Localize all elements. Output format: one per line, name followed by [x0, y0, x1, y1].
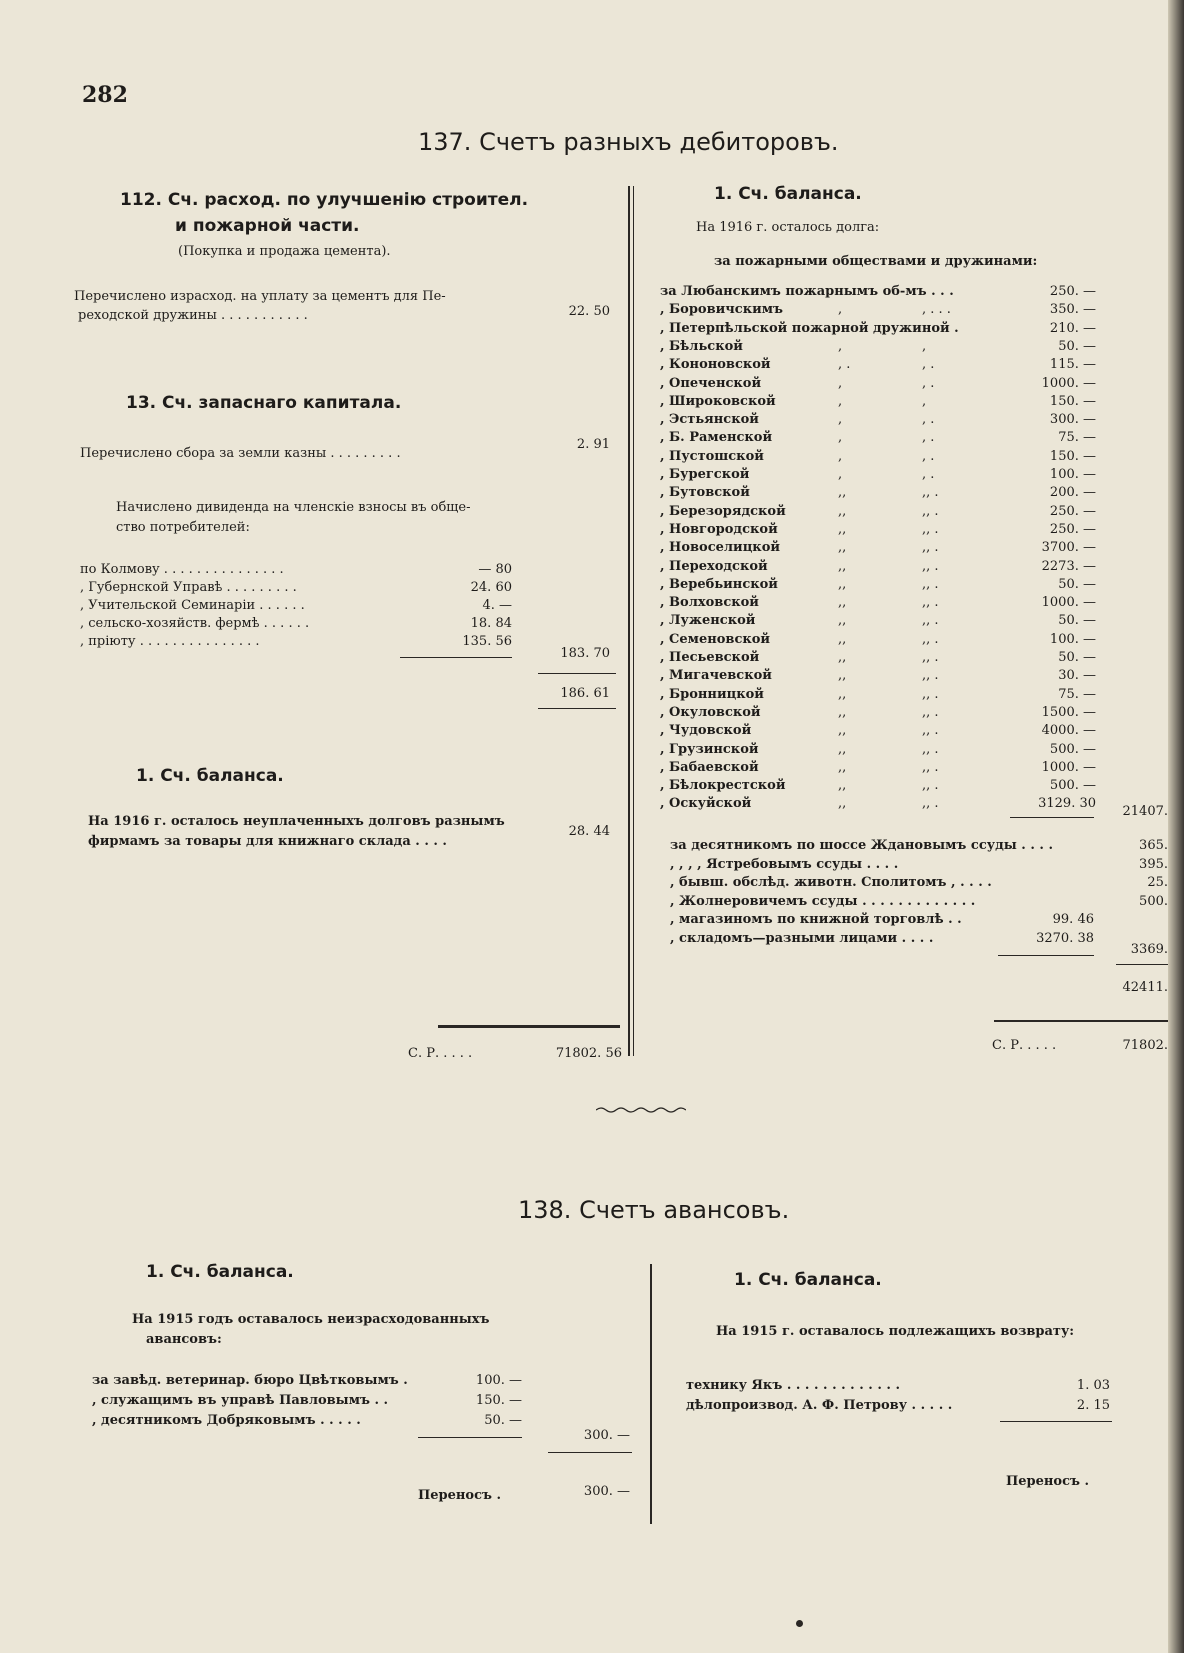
dividend-label: , Губернской Управѣ . . . . . . . . .	[80, 580, 297, 595]
advance-label: , десятникомъ Добряковымъ . . . . .	[92, 1413, 361, 1428]
brigade-name: , Б. Раменской	[660, 430, 773, 446]
brigade-name: , Оскуйской	[660, 796, 752, 812]
brigade-amount: 3129. 30	[1038, 796, 1096, 812]
brigade-amount: 75. —	[1058, 686, 1096, 702]
brigade-amount: 50. —	[1058, 650, 1096, 665]
ditto-mark: ,, .	[922, 595, 939, 611]
fire-brigade-row	[660, 412, 1096, 430]
brigade-name: , Бурегской	[660, 467, 750, 482]
other-debtor-row	[670, 838, 1168, 856]
brigade-amount: 1500. —	[1041, 704, 1096, 720]
brigade-name: , Бѣльской	[660, 338, 743, 354]
brigade-amount: 250. —	[1049, 521, 1096, 537]
dividend-row	[80, 562, 512, 580]
fire-brigade-row	[660, 339, 1096, 357]
total-rule	[438, 1025, 620, 1028]
fire-brigade-row	[660, 540, 1096, 558]
brigade-amount: 150. —	[1049, 393, 1096, 409]
dividend-subtotal: 183. 70	[560, 646, 610, 661]
brigade-amount: 350. —	[1049, 302, 1096, 318]
brigade-name: , Широковской	[660, 393, 776, 409]
advance-row	[92, 1393, 522, 1411]
adv-left-intro1: На 1915 годъ оставалось неизрасходованныхъ	[132, 1312, 490, 1327]
ditto-mark: ,, .	[922, 521, 939, 537]
brigade-amount: 500. —	[1049, 741, 1096, 757]
dividend-row	[80, 580, 512, 598]
ditto-mark: ,, .	[922, 613, 939, 629]
fire-brigade-row	[660, 394, 1096, 412]
debtor-label: , бывш. обслѣд. животн. Сполитомъ , . . . .	[670, 875, 992, 890]
account-137-title: 137. Счетъ разныхъ дебиторовъ.	[418, 128, 839, 156]
other-debtor-row	[670, 875, 1168, 893]
section-1-amount: 28. 44	[568, 824, 610, 839]
other-debtor-row	[670, 894, 1168, 912]
brigade-amount: 100. —	[1049, 467, 1096, 482]
ditto-mark: ,,	[838, 796, 847, 812]
advance-label: за завѣд. ветеринар. бюро Цвѣтковымъ .	[92, 1373, 408, 1388]
dividend-label: по Колмову . . . . . . . . . . . . . . .	[80, 562, 284, 577]
ditto-mark: ,, .	[922, 650, 939, 665]
section-13-title: 13. Сч. запаснаго капитала.	[126, 393, 402, 413]
brigade-name: , Веребьинской	[660, 576, 778, 592]
section-1-title: 1. Сч. баланса.	[136, 766, 284, 786]
debtor-amount-carried: 25.	[1147, 875, 1168, 890]
dividend-amount: 18. 84	[470, 616, 512, 631]
brigade-name: , Эстьянской	[660, 412, 759, 428]
debtor-amount: 3270. 38	[1036, 930, 1094, 946]
fire-brigade-row	[660, 376, 1096, 394]
ditto-mark: ,	[922, 393, 927, 409]
debtor-label: , магазиномъ по книжной торговлѣ . .	[670, 912, 962, 927]
ditto-mark: ,	[922, 338, 927, 354]
fire-brigade-row	[660, 284, 1096, 302]
right-balance-title: 1. Сч. баланса.	[714, 184, 862, 204]
brigade-name: , Пустошской	[660, 448, 764, 464]
brigade-amount: 1000. —	[1041, 595, 1096, 611]
fire-brigade-row	[660, 705, 1096, 723]
ditto-mark: ,	[838, 430, 843, 446]
rule	[1000, 1421, 1112, 1422]
ditto-mark: ,, .	[922, 668, 939, 684]
brigade-name: , Новгородской	[660, 521, 778, 537]
brigade-amount: 150. —	[1049, 448, 1096, 464]
fire-brigade-row	[660, 650, 1096, 668]
adv-right-carry-label: Переносъ .	[1006, 1474, 1090, 1489]
ditto-mark: ,, .	[922, 723, 939, 739]
dividend-line1: Начислено дивиденда на членскіе взносы въ обще-	[116, 500, 471, 515]
brigade-amount: 50. —	[1058, 613, 1096, 629]
fire-brigade-row	[660, 485, 1096, 503]
brigade-amount: 210. —	[1049, 320, 1096, 336]
page-edge	[1168, 0, 1184, 1653]
other-total: 3369.	[1130, 942, 1168, 957]
ditto-mark: ,, .	[922, 796, 939, 812]
ditto-mark: ,, .	[922, 631, 939, 647]
debtor-label: , складомъ—разными лицами . . . .	[670, 930, 934, 946]
fire-brigade-row	[660, 302, 1096, 320]
other-debtor-row	[670, 857, 1168, 875]
ditto-mark: ,,	[838, 558, 847, 574]
column-divider	[633, 186, 634, 1056]
right-intro: На 1916 г. осталось долга:	[696, 220, 880, 235]
brigade-name: , Бабаевской	[660, 759, 759, 775]
brigade-name: , Новоселицкой	[660, 540, 781, 556]
brigade-amount: 3700. —	[1041, 540, 1096, 556]
rule	[998, 955, 1094, 956]
ink-dot	[796, 1620, 803, 1627]
section-13-amount: 2. 91	[576, 437, 610, 452]
adv-left-subtotal: 300. —	[583, 1428, 630, 1443]
fire-brigade-row	[660, 449, 1096, 467]
fire-brigade-row	[660, 778, 1096, 796]
section-112-entry-line2: реходской дружины . . . . . . . . . . .	[78, 308, 308, 323]
ditto-mark: ,, .	[922, 503, 939, 519]
fire-brigade-row	[660, 357, 1096, 375]
brigade-name: , Мигачевской	[660, 668, 772, 684]
adv-left-title: 1. Сч. баланса.	[146, 1262, 294, 1282]
advance-amount: 150. —	[475, 1393, 522, 1408]
fire-brigade-row	[660, 522, 1096, 540]
ditto-mark: ,,	[838, 686, 847, 702]
return-amount: 1. 03	[1076, 1378, 1110, 1393]
return-amount: 2. 15	[1076, 1398, 1110, 1413]
brigade-name: , Переходской	[660, 558, 768, 574]
ditto-mark: , .	[922, 430, 935, 446]
ditto-mark: ,, .	[922, 558, 939, 574]
brigade-amount: 1000. —	[1041, 375, 1096, 391]
ditto-mark: ,, .	[922, 741, 939, 757]
rule	[1116, 964, 1168, 965]
ditto-mark: , .	[838, 357, 851, 373]
brigade-amount: 500. —	[1049, 778, 1096, 794]
ditto-mark: ,	[838, 302, 843, 318]
ditto-mark: , .	[922, 467, 935, 482]
rule	[400, 657, 512, 658]
ditto-mark: ,,	[838, 631, 847, 647]
ditto-mark: ,,	[838, 778, 847, 794]
dividend-line2: ство потребителей:	[116, 520, 250, 535]
brigade-name: , Опеченской	[660, 375, 762, 391]
ditto-mark: , .	[922, 375, 935, 391]
ditto-mark: ,, .	[922, 485, 939, 501]
ditto-mark: ,	[838, 467, 843, 482]
rule	[548, 1452, 632, 1453]
dividend-amount: 24. 60	[470, 580, 512, 595]
brigade-name: , Луженской	[660, 613, 756, 629]
brigade-amount: 100. —	[1049, 631, 1096, 647]
ditto-mark: ,, .	[922, 778, 939, 794]
advance-amount: 50. —	[484, 1413, 522, 1428]
return-row	[686, 1398, 1110, 1416]
brigade-name: , Песьевской	[660, 650, 760, 665]
brigade-amount: 50. —	[1058, 576, 1096, 592]
total-rule	[994, 1020, 1168, 1022]
section-1-entry-line2: фирмамъ за товары для книжнаго склада . . . .	[88, 834, 447, 849]
grand-total: 42411.	[1122, 980, 1168, 995]
section-112-entry-line1: Перечислено израсход. на уплату за цементъ для Пе-	[74, 289, 446, 304]
ditto-mark: ,, .	[922, 576, 939, 592]
ditto-mark: ,,	[838, 521, 847, 537]
sr-amount-left: 71802. 56	[555, 1046, 622, 1061]
advance-label: , служащимъ въ управѣ Павловымъ . .	[92, 1393, 389, 1408]
ditto-mark: ,, .	[922, 704, 939, 720]
brigade-name: , Петерпѣльской пожарной дружиной .	[660, 320, 959, 336]
adv-right-title: 1. Сч. баланса.	[734, 1270, 882, 1290]
debtor-amount-carried: 365.	[1139, 838, 1168, 853]
fire-brigade-row	[660, 742, 1096, 760]
ditto-mark: ,	[838, 338, 843, 354]
brigade-name: , Грузинской	[660, 741, 759, 757]
column-divider	[628, 186, 630, 1056]
brigade-name: , Семеновской	[660, 631, 771, 647]
fire-brigade-row	[660, 668, 1096, 686]
account-138-title: 138. Счетъ авансовъ.	[518, 1196, 790, 1224]
section-112-title-line1: 112. Сч. расход. по улучшенію строител.	[120, 190, 529, 210]
brigade-name: , Бѣлокрестской	[660, 778, 786, 794]
brigade-name: , Бутовской	[660, 485, 750, 501]
brigade-amount: 200. —	[1049, 485, 1096, 501]
debtor-label: , , , , Ястребовымъ ссуды . . . .	[670, 856, 899, 872]
adv-left-carry-label: Переносъ .	[418, 1488, 502, 1503]
other-debtor-row	[670, 931, 1168, 949]
dividend-amount: 4. —	[482, 598, 512, 613]
ditto-mark: ,,	[838, 503, 847, 519]
dividend-row	[80, 616, 512, 634]
debtor-amount-carried: 500.	[1139, 893, 1168, 909]
wavy-separator	[596, 1106, 686, 1114]
debtor-label: за десятникомъ по шоссе Ждановымъ ссуды . . . .	[670, 838, 1053, 853]
dividend-row	[80, 598, 512, 616]
right-sub: за пожарными обществами и дружинами:	[714, 254, 1038, 269]
ditto-mark: ,,	[838, 741, 847, 757]
fire-brigade-row	[660, 559, 1096, 577]
rule	[418, 1437, 522, 1438]
advance-amount: 100. —	[475, 1373, 522, 1388]
fire-brigade-row	[660, 504, 1096, 522]
ditto-mark: ,,	[838, 668, 847, 684]
ditto-mark: ,,	[838, 613, 847, 629]
ditto-mark: , . . .	[922, 302, 951, 318]
fire-brigade-row	[660, 321, 1096, 339]
return-label: дѣлопроизвод. А. Ф. Петрову . . . . .	[686, 1398, 953, 1413]
other-debtor-row	[670, 912, 1168, 930]
page-number: 282	[82, 82, 128, 108]
ditto-mark: ,,	[838, 650, 847, 665]
advance-row	[92, 1413, 522, 1431]
brigade-name: , Кононовской	[660, 357, 771, 373]
adv-right-intro: На 1915 г. оставалось подлежащихъ возврату:	[716, 1324, 1075, 1339]
ditto-mark: ,,	[838, 759, 847, 775]
rule	[538, 708, 616, 709]
fire-brigade-row	[660, 430, 1096, 448]
adv-left-carry-amount: 300. —	[583, 1484, 630, 1499]
brigade-amount: 1000. —	[1041, 759, 1096, 775]
ditto-mark: ,,	[838, 704, 847, 720]
fire-brigade-row	[660, 760, 1096, 778]
brigade-amount: 2273. —	[1041, 558, 1096, 574]
ditto-mark: ,	[838, 448, 843, 464]
section-1-entry-line1: На 1916 г. осталось неуплаченныхъ долговъ разнымъ	[88, 814, 505, 829]
fire-brigade-row	[660, 796, 1096, 814]
sr-label-left: С. Р. . . . .	[408, 1046, 473, 1061]
brigade-amount: 30. —	[1058, 668, 1096, 684]
brigade-amount: 300. —	[1049, 412, 1096, 428]
sr-amount-right: 71802.	[1122, 1038, 1168, 1053]
debtor-amount-carried: 395.	[1139, 856, 1168, 872]
fire-total: 21407.	[1122, 804, 1168, 819]
return-label: технику Якъ . . . . . . . . . . . . .	[686, 1378, 900, 1393]
fire-brigade-row	[660, 595, 1096, 613]
debtor-label: , Жолнеровичемъ ссуды . . . . . . . . . . . . .	[670, 893, 976, 909]
ditto-mark: , .	[922, 357, 935, 373]
fire-brigade-row	[660, 613, 1096, 631]
advance-row	[92, 1373, 522, 1391]
section-13-total: 186. 61	[560, 686, 610, 701]
ditto-mark: ,,	[838, 576, 847, 592]
dividend-label: , Учительской Семинаріи . . . . . .	[80, 598, 305, 613]
brigade-amount: 250. —	[1049, 284, 1096, 299]
section-112-title-line2: и пожарной части.	[175, 216, 360, 236]
ditto-mark: ,,	[838, 540, 847, 556]
section-112-subtitle: (Покупка и продажа цемента).	[178, 244, 391, 259]
adv-left-intro2: авансовъ:	[146, 1332, 222, 1347]
rule	[1010, 817, 1094, 818]
fire-brigade-row	[660, 632, 1096, 650]
rule	[538, 673, 616, 674]
ditto-mark: ,, .	[922, 540, 939, 556]
section-13-entry: Перечислено сбора за земли казны . . . . . . . . .	[80, 446, 401, 461]
debtor-amount: 99. 46	[1052, 912, 1094, 927]
fire-brigade-row	[660, 577, 1096, 595]
section-112-amount: 22. 50	[568, 304, 610, 319]
brigade-name: , Бронницкой	[660, 686, 764, 702]
ditto-mark: , .	[922, 412, 935, 428]
brigade-amount: 4000. —	[1041, 723, 1096, 739]
brigade-amount: 250. —	[1049, 503, 1096, 519]
ditto-mark: ,	[838, 375, 843, 391]
brigade-amount: 115. —	[1049, 357, 1096, 373]
brigade-name: , Боровичскимъ	[660, 302, 783, 318]
brigade-name: , Окуловской	[660, 704, 761, 720]
brigade-name: за Любанскимъ пожарнымъ об-мъ . . .	[660, 284, 954, 299]
return-row	[686, 1378, 1110, 1396]
dividend-amount: 135. 56	[462, 634, 512, 649]
brigade-amount: 50. —	[1058, 338, 1096, 354]
ditto-mark: ,	[838, 393, 843, 409]
ditto-mark: ,	[838, 412, 843, 428]
ditto-mark: ,,	[838, 485, 847, 501]
ditto-mark: ,, .	[922, 759, 939, 775]
fire-brigade-row	[660, 687, 1096, 705]
dividend-row	[80, 634, 512, 652]
fire-brigade-row	[660, 467, 1096, 485]
ditto-mark: ,,	[838, 595, 847, 611]
brigade-amount: 75. —	[1058, 430, 1096, 446]
ditto-mark: ,, .	[922, 686, 939, 702]
sr-label-right: С. Р. . . . .	[992, 1038, 1057, 1053]
brigade-name: , Чудовской	[660, 723, 752, 739]
dividend-label: , пріюту . . . . . . . . . . . . . . .	[80, 634, 260, 649]
brigade-name: , Волховской	[660, 595, 759, 611]
dividend-amount: — 80	[478, 562, 512, 577]
dividend-label: , сельско-хозяйств. фермѣ . . . . . .	[80, 616, 310, 631]
fire-brigade-row	[660, 723, 1096, 741]
ditto-mark: ,,	[838, 723, 847, 739]
ditto-mark: , .	[922, 448, 935, 464]
column-divider	[650, 1264, 652, 1524]
brigade-name: , Березорядской	[660, 503, 786, 519]
